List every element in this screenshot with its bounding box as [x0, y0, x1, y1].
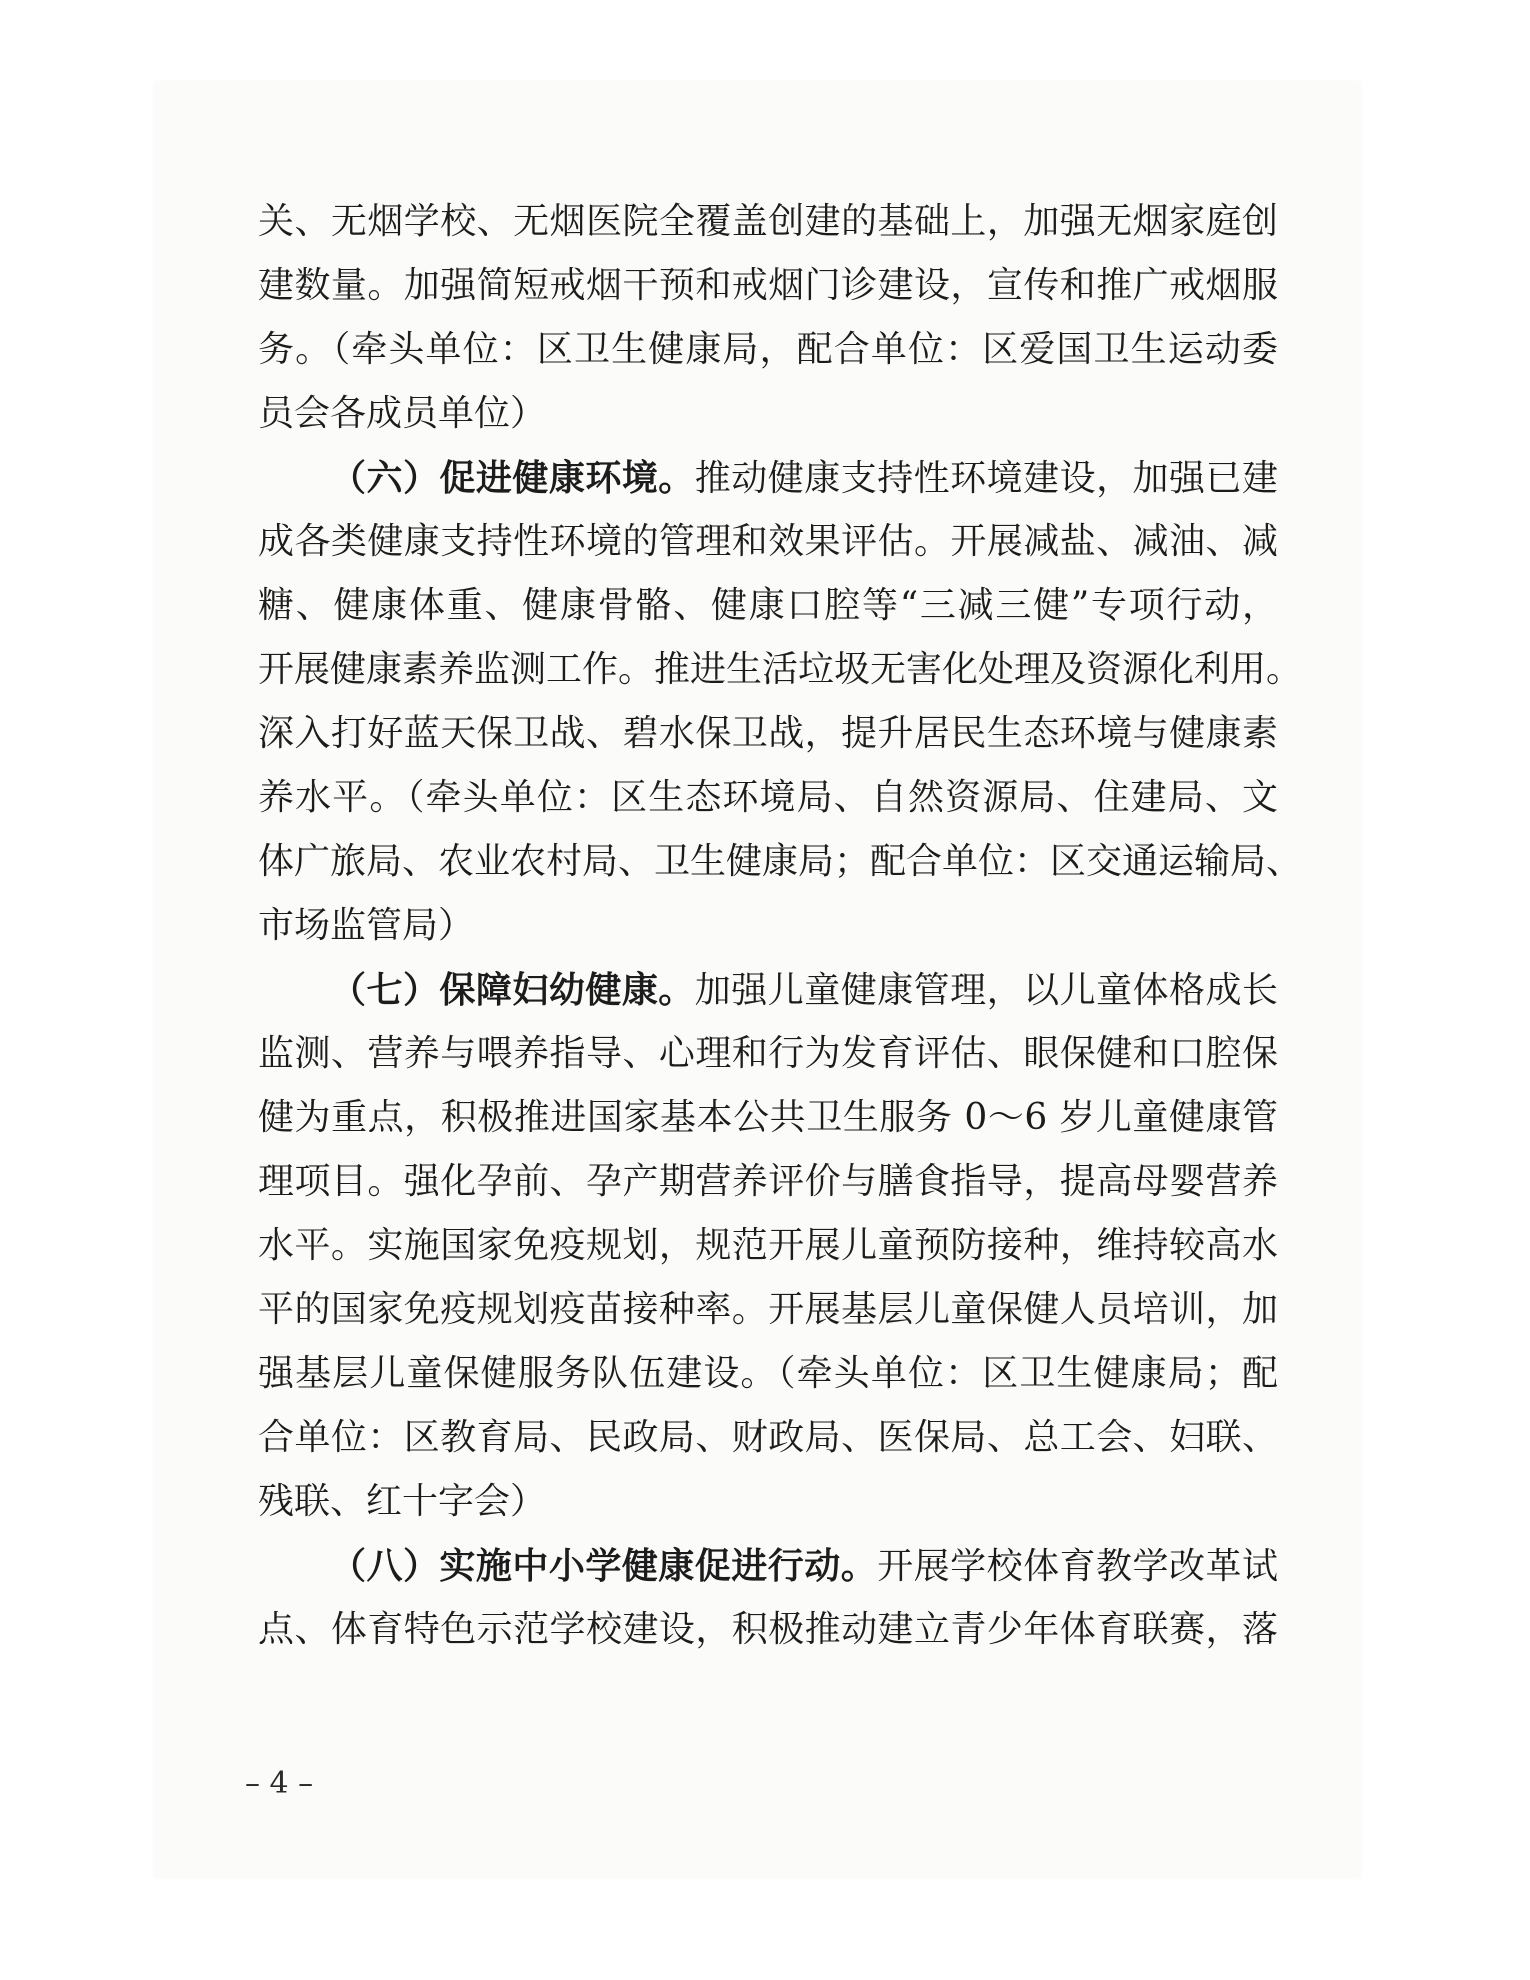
text-line: 体广旅局、农业农村局、卫生健康局；配合单位：区交通运输局、	[258, 841, 1303, 882]
text-line: 养水平。（牵头单位：区生态环境局、自然资源局、住建局、文	[258, 777, 1278, 818]
text-line: 健为重点，积极推进国家基本公共卫生服务 0～6 岁儿童健康管	[258, 1097, 1278, 1138]
text-line: 监测、营养与喂养指导、心理和行为发育评估、眼保健和口腔保	[258, 1033, 1278, 1074]
section-heading: （七）保障妇幼健康。	[330, 969, 695, 1011]
text-span: 推动健康支持性环境建设，加强已建	[694, 458, 1278, 499]
text-line: 点、体育特色示范学校建设，积极推动建立青少年体育联赛，落	[258, 1609, 1278, 1650]
text-line: 深入打好蓝天保卫战、碧水保卫战，提升居民生态环境与健康素	[258, 713, 1278, 754]
text-line: 开展健康素养监测工作。推进生活垃圾无害化处理及资源化利用。	[258, 649, 1303, 690]
section-heading: （八）实施中小学健康促进行动。	[330, 1545, 878, 1587]
text-line: 关、无烟学校、无烟医院全覆盖创建的基础上，加强无烟家庭创	[258, 201, 1278, 242]
text-line: 务。（牵头单位：区卫生健康局，配合单位：区爱国卫生运动委	[258, 329, 1278, 370]
section-first-line	[330, 960, 1278, 1020]
text-span: 加强儿童健康管理，以儿童体格成长	[694, 970, 1278, 1011]
text-line: 残联、红十字会）	[258, 1481, 547, 1522]
text-line: 员会各成员单位）	[258, 393, 547, 434]
text-line: 市场监管局）	[258, 905, 475, 946]
section-heading: （六）促进健康环境。	[330, 457, 695, 499]
text-line: 成各类健康支持性环境的管理和效果评估。开展减盐、减油、减	[258, 521, 1278, 562]
section-first-line	[330, 1536, 1278, 1596]
section-first-line	[330, 448, 1278, 508]
text-line: 强基层儿童保健服务队伍建设。（牵头单位：区卫生健康局；配	[258, 1353, 1278, 1394]
text-line: 理项目。强化孕前、孕产期营养评价与膳食指导，提高母婴营养	[258, 1161, 1278, 1202]
text-line: 糖、健康体重、健康骨骼、健康口腔等“三减三健”专项行动，	[258, 585, 1278, 626]
text-line: 平的国家免疫规划疫苗接种率。开展基层儿童保健人员培训，加	[258, 1289, 1278, 1330]
text-span: 开展学校体育教学改革试	[877, 1546, 1278, 1587]
text-line: 合单位：区教育局、民政局、财政局、医保局、总工会、妇联、	[258, 1417, 1278, 1458]
text-line: 水平。实施国家免疫规划，规范开展儿童预防接种，维持较高水	[258, 1225, 1278, 1266]
page-number: – 4 –	[245, 1766, 314, 1801]
text-line: 建数量。加强简短戒烟干预和戒烟门诊建设，宣传和推广戒烟服	[258, 265, 1278, 306]
